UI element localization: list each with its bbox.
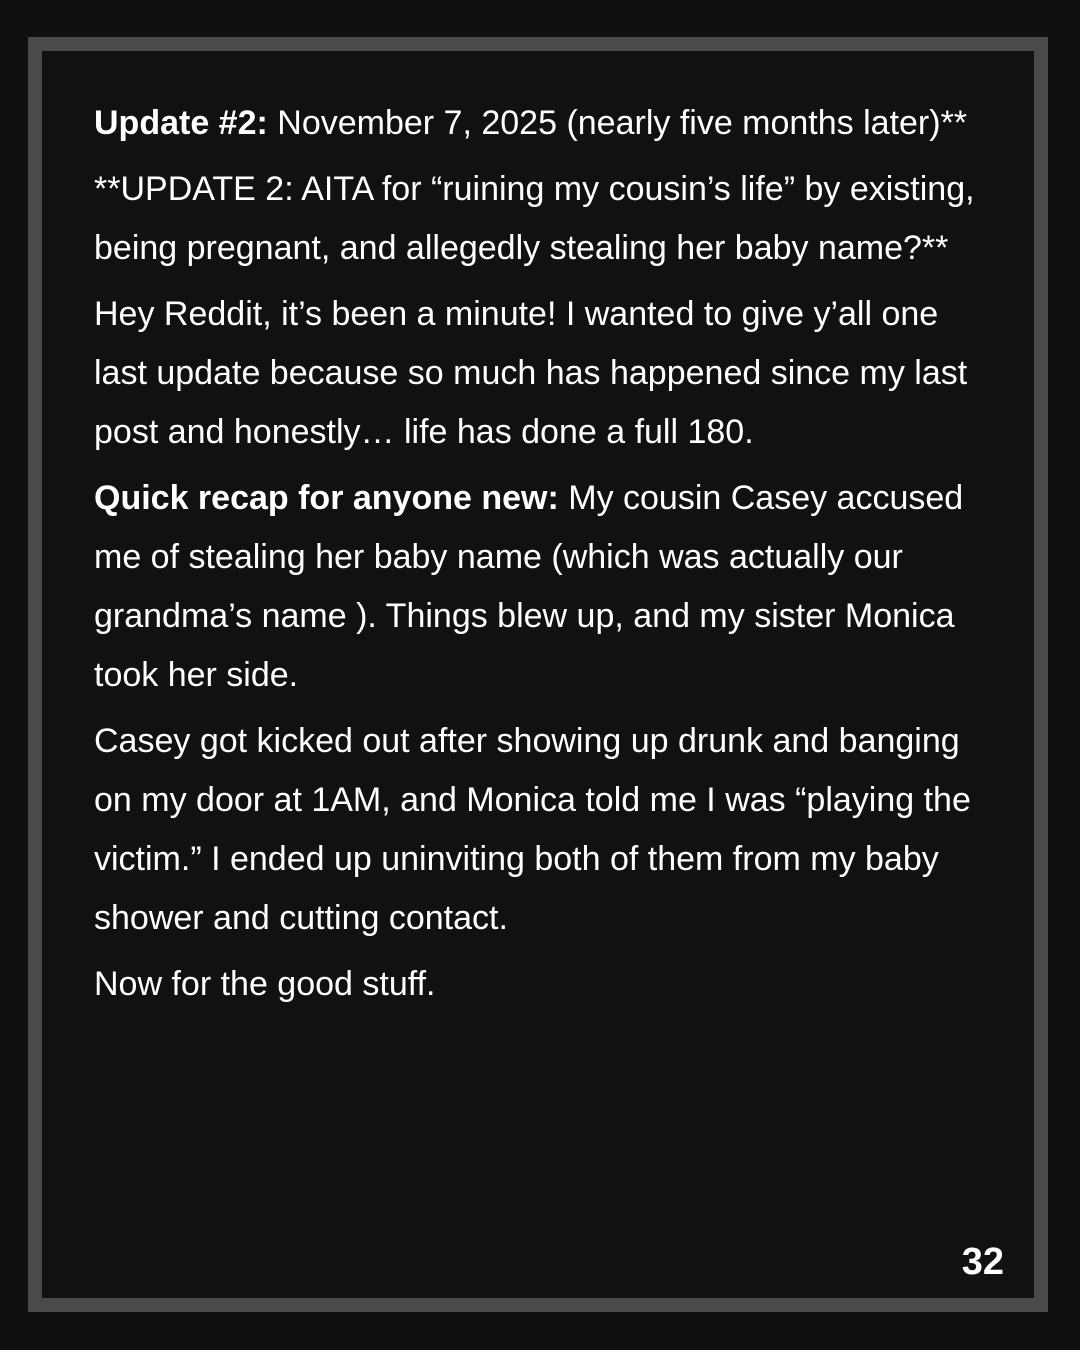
recap-text: My cousin Casey accused me of stealing her baby name (which was actually our grandma’s name ). Things blew up, and my sister Monica took her side. [94, 479, 964, 694]
closing-paragraph: Now for the good stuff. [94, 965, 436, 1003]
intro-paragraph: Hey Reddit, it’s been a minute! I wanted to give y’all one last update because so much has happened since my last post and honestly… life has done a full 180. [94, 295, 968, 451]
recap-paragraph [94, 469, 994, 705]
casey-paragraph: Casey got kicked out after showing up drunk and banging on my door at 1AM, and Monica told me I was “playing the victim.” I ended up uninviting both of them from my baby shower and cutting contact. [94, 722, 971, 937]
page-number: 32 [961, 1241, 1004, 1283]
post-title: **UPDATE 2: AITA for “ruining my cousin’s life” by existing, being pregnant, and allegedly stealing her baby name?** [94, 170, 975, 267]
update-header [94, 94, 994, 153]
post-content [94, 94, 994, 1021]
recap-label: Quick recap for anyone new: [94, 479, 559, 517]
update-date: November 7, 2025 (nearly five months later)** [267, 104, 968, 142]
update-label: Update #2: [94, 104, 268, 142]
post-frame [28, 37, 1048, 1312]
